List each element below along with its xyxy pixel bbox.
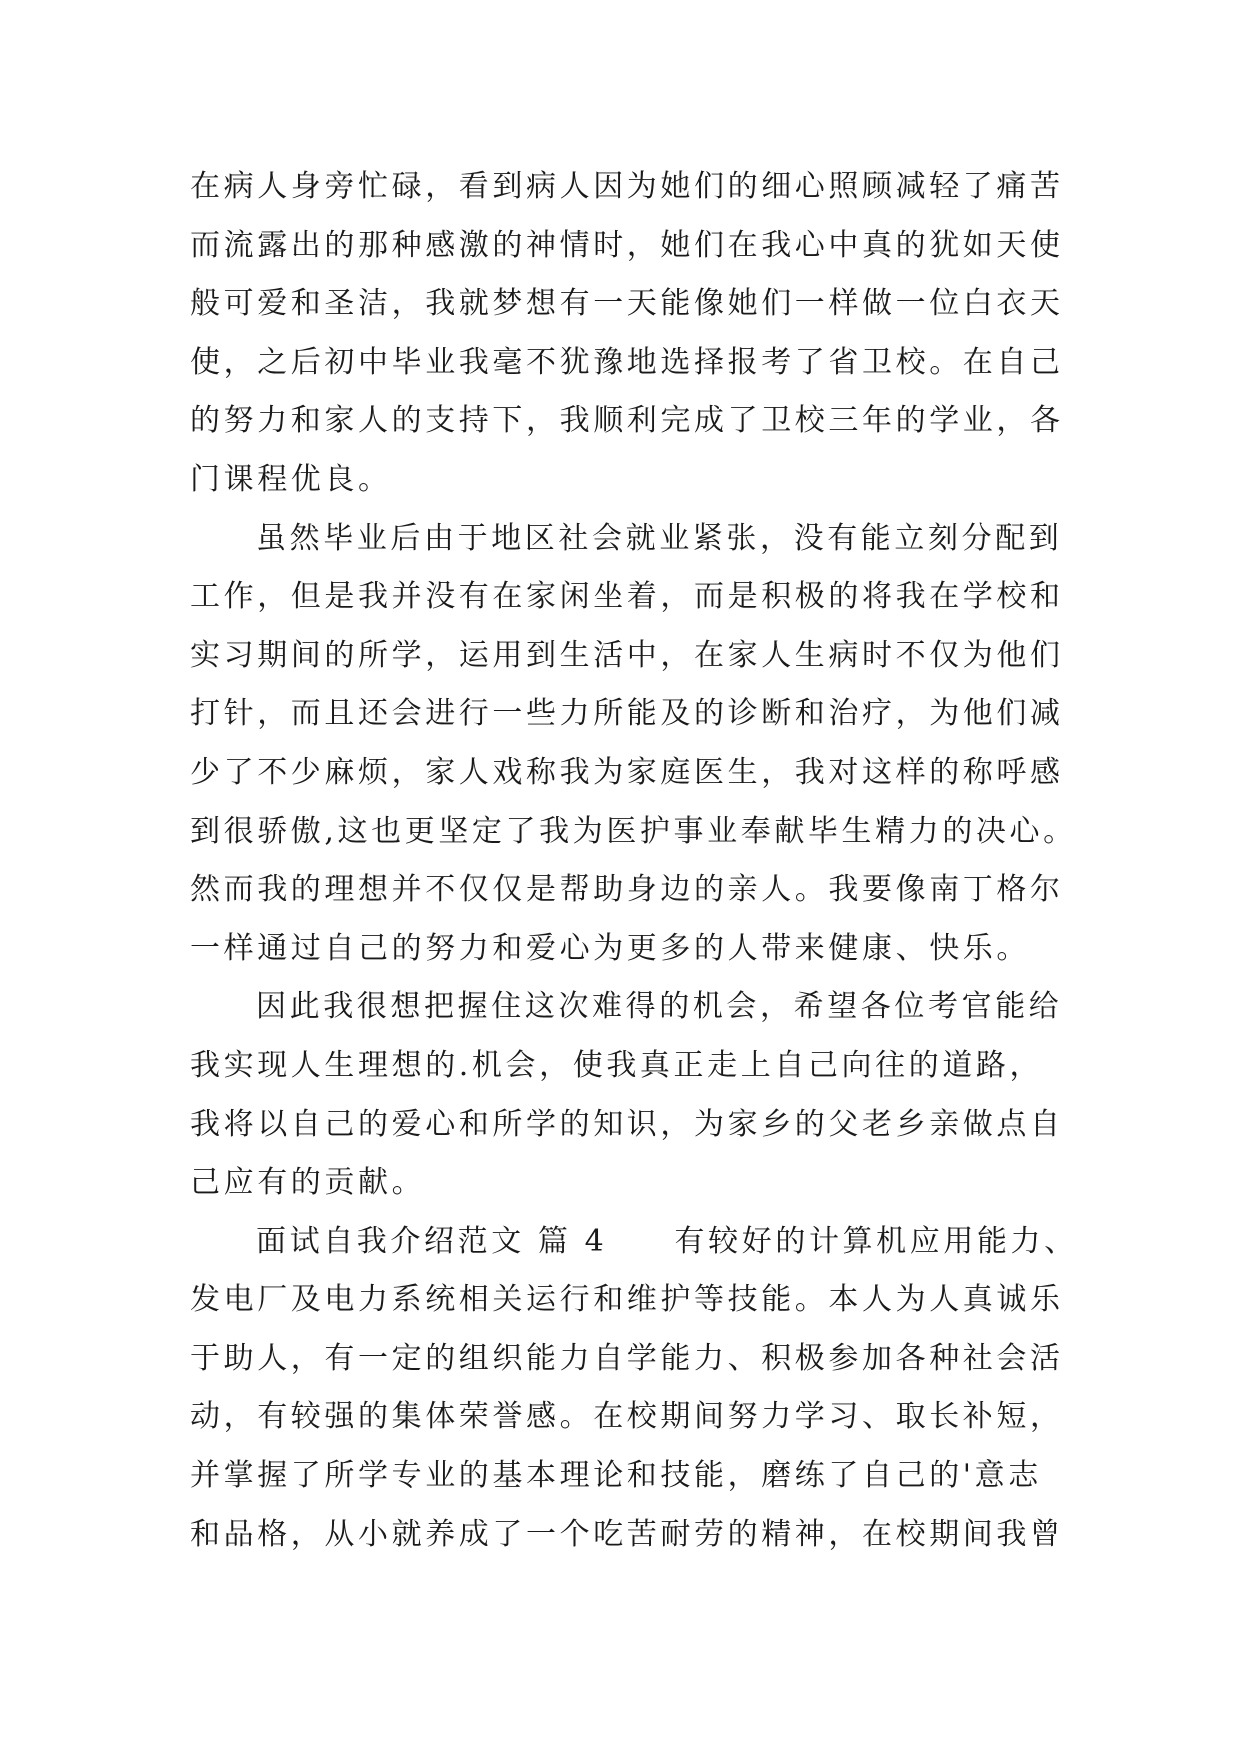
text-line: 在病人身旁忙碌，看到病人因为她们的细心照顾减轻了痛苦 [190, 169, 1064, 204]
text-line: 我将以自己的爱心和所学的知识，为家乡的父老乡亲做点自 [190, 1106, 1064, 1142]
paragraph-first-line: 虽然毕业后由于地区社会就业紧张，没有能立刻分配到 [256, 520, 1063, 556]
text-line: 和品格，从小就养成了一个吃苦耐劳的精神，在校期间我曾 [190, 1516, 1064, 1552]
text-line: 打针，而且还会进行一些力所能及的诊断和治疗，为他们减 [190, 696, 1064, 732]
text-line: 动，有较强的集体荣誉感。在校期间努力学习、取长补短， [190, 1399, 1064, 1435]
text-line: 门课程优良。 [190, 461, 392, 497]
text-line: 发电厂及电力系统相关运行和维护等技能。本人为人真诚乐 [190, 1282, 1064, 1318]
section-heading-line: 面试自我介绍范文 篇 4 有较好的计算机应用能力、 [256, 1223, 1078, 1259]
text-line: 我实现人生理想的.机会，使我真正走上自己向往的道路， [190, 1047, 1044, 1083]
text-line: 般可爱和圣洁，我就梦想有一天能像她们一样做一位白衣天 [190, 286, 1064, 322]
paragraph-first-line: 因此我很想把握住这次难得的机会，希望各位考官能给 [256, 989, 1063, 1025]
text-line: 到很骄傲,这也更坚定了我为医护事业奉献毕生精力的决心。 [190, 813, 1077, 849]
body-text [190, 158, 1078, 1564]
text-line: 一样通过自己的努力和爱心为更多的人带来健康、快乐。 [190, 930, 1030, 966]
text-line: 己应有的贡献。 [190, 1165, 426, 1201]
text-line: 工作，但是我并没有在家闲坐着，而是积极的将我在学校和 [190, 579, 1064, 615]
text-line: 然而我的理想并不仅仅是帮助身边的亲人。我要像南丁格尔 [190, 872, 1064, 908]
text-line: 少了不少麻烦，家人戏称我为家庭医生，我对这样的称呼感 [190, 754, 1064, 790]
text-line: 使，之后初中毕业我毫不犹豫地选择报考了省卫校。在自己 [190, 344, 1064, 380]
text-line: 的努力和家人的支持下，我顺利完成了卫校三年的学业，各 [190, 403, 1064, 439]
text-line: 并掌握了所学专业的基本理论和技能，磨练了自己的'意志 [190, 1458, 1042, 1494]
text-line: 而流露出的那种感激的神情时，她们在我心中真的犹如天使 [190, 227, 1064, 263]
text-line: 于助人，有一定的组织能力自学能力、积极参加各种社会活 [190, 1340, 1064, 1376]
text-line: 实习期间的所学，运用到生活中，在家人生病时不仅为他们 [190, 637, 1064, 673]
